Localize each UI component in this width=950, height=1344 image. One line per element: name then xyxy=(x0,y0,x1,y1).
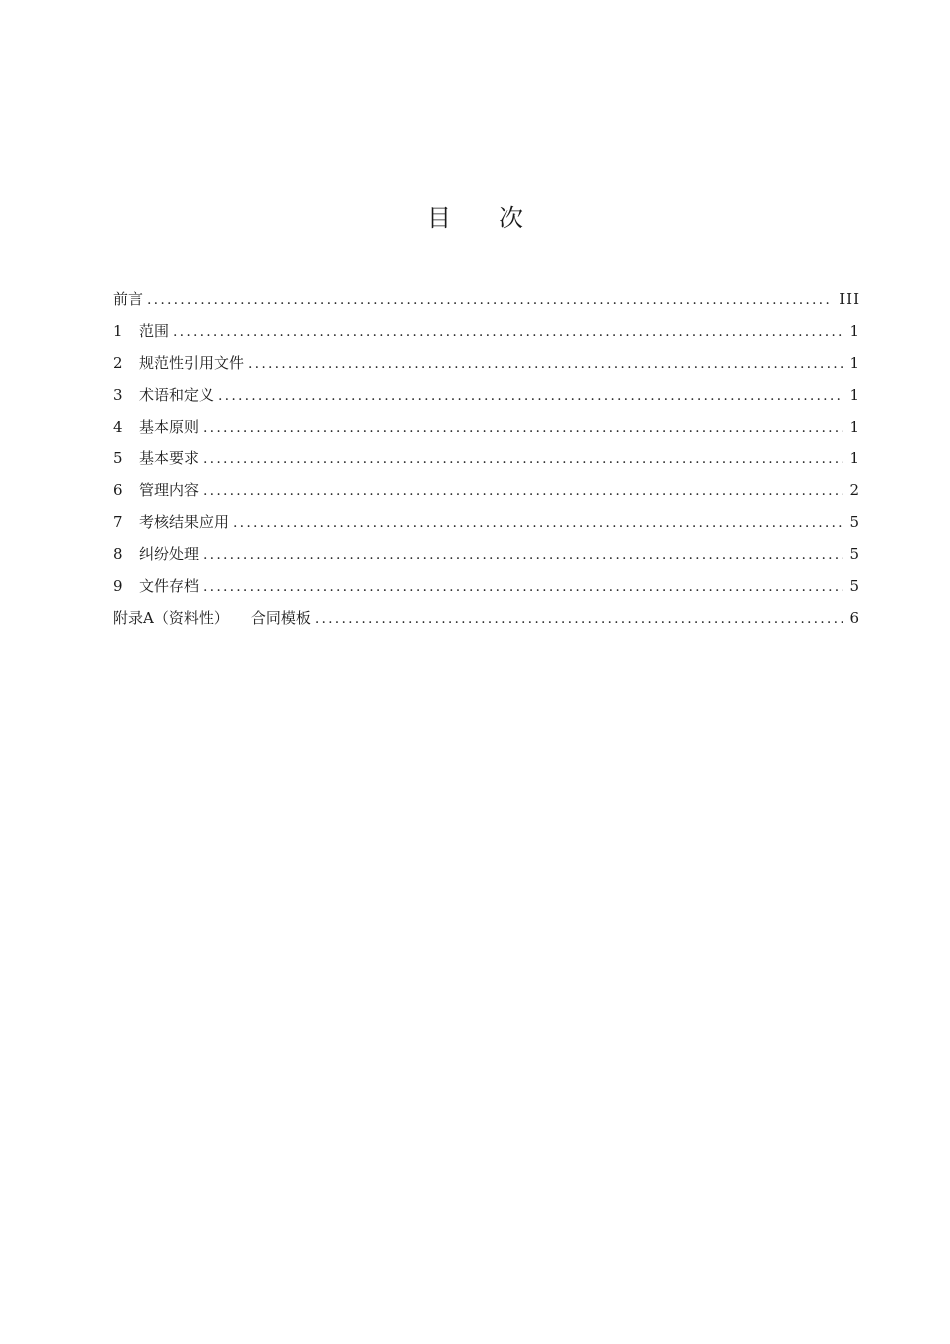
toc-page-number: 2 xyxy=(849,481,860,500)
table-of-contents xyxy=(113,285,860,636)
toc-entry-title[interactable]: 范围 xyxy=(139,321,170,340)
toc-entry-title[interactable]: 管理内容 xyxy=(139,481,200,500)
toc-page-number: 1 xyxy=(849,385,860,404)
toc-leader-dots xyxy=(203,541,843,569)
toc-entry-title[interactable]: 前言 xyxy=(113,290,144,308)
toc-section-number: 1 xyxy=(113,321,123,340)
toc-section-number: 9 xyxy=(113,577,123,596)
toc-page-number: 6 xyxy=(849,608,860,627)
toc-heading-char-2: 次 xyxy=(499,204,523,232)
toc-leader-dots xyxy=(203,573,843,601)
toc-entry-title[interactable]: 术语和定义 xyxy=(139,385,215,404)
appendix-label: 附录A（资料性） xyxy=(113,608,229,627)
toc-entry-basic-principles[interactable] xyxy=(113,413,860,445)
toc-leader-dots xyxy=(218,382,843,410)
toc-heading-char-1: 目 xyxy=(427,204,451,232)
toc-page-number: 5 xyxy=(849,513,860,532)
toc-leader-dots xyxy=(315,605,844,633)
toc-entry-title[interactable]: 规范性引用文件 xyxy=(139,353,245,372)
toc-page-number: 1 xyxy=(849,417,860,436)
toc-entry-title[interactable] xyxy=(113,604,315,632)
toc-entry-title[interactable]: 基本要求 xyxy=(139,449,200,468)
toc-leader-dots xyxy=(173,318,843,346)
toc-section-number: 2 xyxy=(113,353,123,372)
toc-entry-foreword[interactable] xyxy=(113,285,860,317)
toc-leader-dots xyxy=(248,350,843,378)
toc-section-number: 6 xyxy=(113,481,123,500)
toc-section-number: 5 xyxy=(113,449,123,468)
toc-section-number: 3 xyxy=(113,385,123,404)
toc-entry-document-archiving[interactable] xyxy=(113,572,860,604)
toc-section-number: 4 xyxy=(113,417,123,436)
toc-leader-dots xyxy=(203,414,843,442)
toc-heading xyxy=(0,198,950,238)
toc-leader-dots xyxy=(203,445,843,473)
toc-page-number: 5 xyxy=(849,545,860,564)
toc-entry-terms-definitions[interactable] xyxy=(113,381,860,413)
toc-entry-normative-references[interactable] xyxy=(113,349,860,381)
toc-page-number: III xyxy=(839,290,860,308)
toc-entry-title[interactable]: 考核结果应用 xyxy=(139,513,230,532)
toc-leader-dots xyxy=(147,286,833,314)
toc-section-number: 7 xyxy=(113,513,123,532)
toc-entry-management-content[interactable] xyxy=(113,476,860,508)
toc-page-number: 1 xyxy=(849,353,860,372)
toc-section-number: 8 xyxy=(113,545,123,564)
toc-entry-basic-requirements[interactable] xyxy=(113,444,860,476)
toc-page-number: 5 xyxy=(849,577,860,596)
toc-leader-dots xyxy=(233,509,843,537)
toc-entry-title[interactable]: 文件存档 xyxy=(139,577,200,596)
toc-entry-assessment-results[interactable] xyxy=(113,508,860,540)
toc-page-number: 1 xyxy=(849,321,860,340)
toc-entry-appendix-a[interactable] xyxy=(113,604,860,636)
toc-entry-title[interactable]: 基本原则 xyxy=(139,417,200,436)
appendix-title: 合同模板 xyxy=(250,608,311,627)
toc-page-number: 1 xyxy=(849,449,860,468)
toc-leader-dots xyxy=(203,477,843,505)
toc-entry-dispute-handling[interactable] xyxy=(113,540,860,572)
toc-entry-title[interactable]: 纠纷处理 xyxy=(139,545,200,564)
toc-entry-scope[interactable] xyxy=(113,317,860,349)
